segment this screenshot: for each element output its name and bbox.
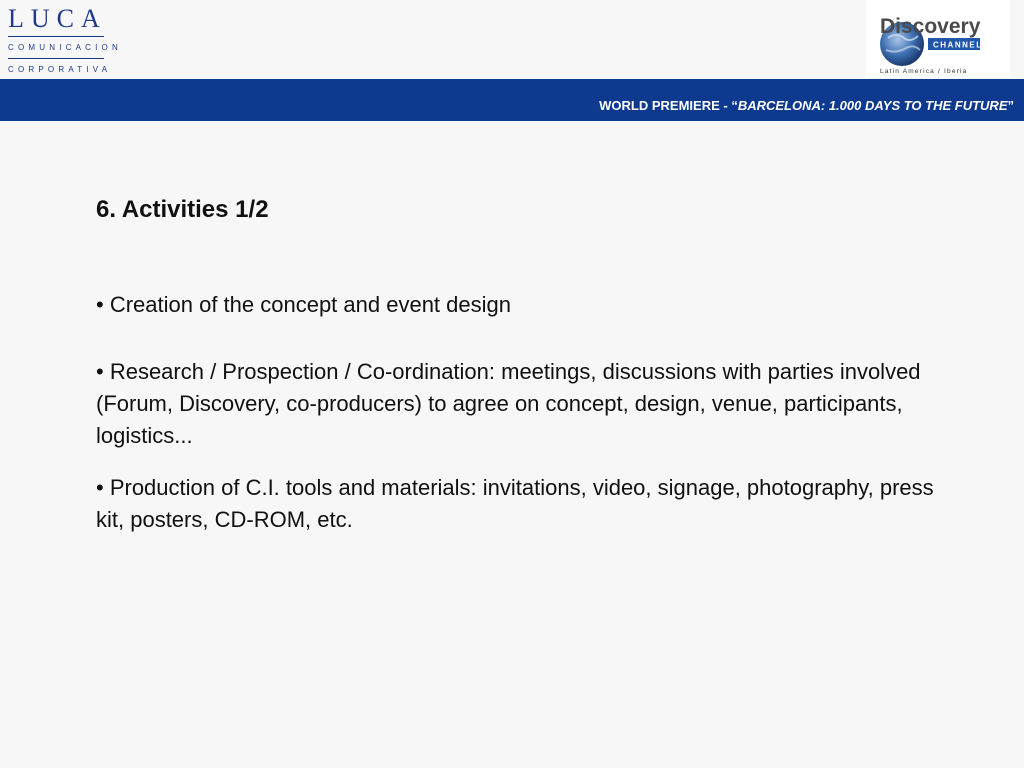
luca-logo-line2: CORPORATIVA: [8, 65, 112, 74]
luca-logo-line1: COMUNICACION: [8, 43, 122, 52]
bullet-item: • Creation of the concept and event design: [96, 292, 511, 317]
banner-suffix: ”: [1007, 98, 1014, 113]
title-banner: [0, 79, 1024, 121]
discovery-logo-region: Latin America / Iberia: [880, 68, 968, 75]
bullet-item: • Research / Prospection / Co-ordination: meetings, discussions with parties involved (Forum, Discovery, co-producers) to agree on concept, design, venue, participants, logistics...: [96, 359, 921, 448]
luca-logo-rule: [8, 58, 104, 59]
banner-text: [599, 98, 1014, 113]
discovery-channel-logo: [866, 0, 1010, 78]
luca-logo: [8, 4, 122, 78]
discovery-logo-channel: CHANNEL: [933, 40, 983, 50]
bullet-item: • Production of C.I. tools and materials: invitations, video, signage, photography, press kit, posters, CD-ROM, etc.: [96, 475, 934, 532]
luca-logo-word: LUCA: [8, 4, 107, 33]
slide-heading: 6. Activities 1/2: [96, 196, 269, 223]
luca-logo-rule: [8, 36, 104, 37]
discovery-logo-word: Discovery: [880, 15, 981, 38]
banner-title: BARCELONA: 1.000 DAYS TO THE FUTURE: [737, 98, 1008, 113]
banner-prefix: WORLD PREMIERE - “: [599, 98, 738, 113]
